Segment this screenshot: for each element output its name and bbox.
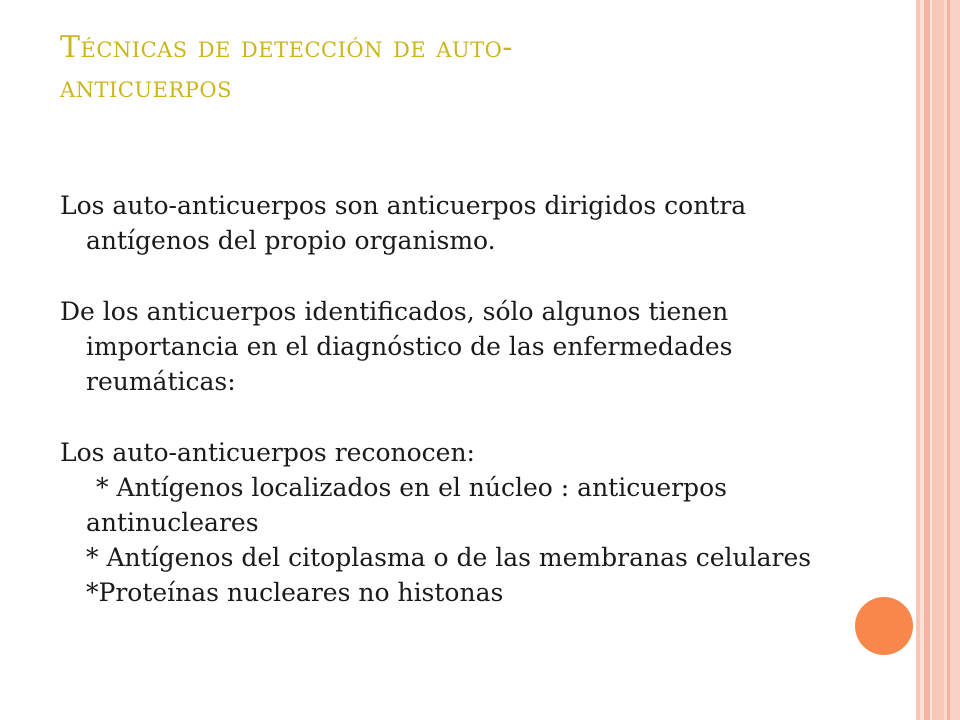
slide-body (60, 188, 860, 610)
list-item: * Antígenos del citoplasma o de las membranas celulares (86, 543, 812, 572)
slide-title (60, 28, 860, 108)
paragraph-recognition: Los auto-anticuerpos reconocen: (60, 438, 475, 467)
accent-circle (855, 597, 913, 655)
slide-title-line-1: Técnicas de detección de auto- (60, 30, 513, 65)
paragraph-definition: Los auto-anticuerpos son anticuerpos dirigidos contra antígenos del propio organismo. (60, 191, 747, 255)
border-stripe (932, 0, 944, 720)
border-stripe (950, 0, 960, 720)
list-item: * Antígenos localizados en el núcleo : anticuerpos antinucleares (86, 473, 727, 537)
list-item: *Proteínas nucleares no histonas (86, 578, 504, 607)
slide-title-line-2: anticuerpos (60, 70, 232, 105)
paragraph-importance: De los anticuerpos identificados, sólo algunos tienen importancia en el diagnóstico de las enfermedades reumáticas: (60, 297, 733, 396)
